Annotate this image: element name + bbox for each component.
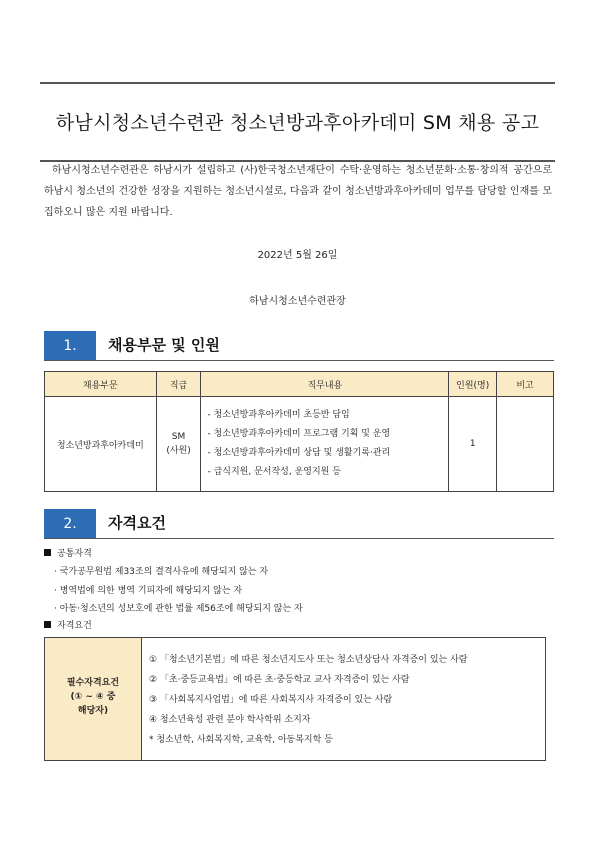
recruitment-table — [44, 371, 554, 492]
section-1-title: 채용부문 및 인원 — [108, 336, 220, 354]
header-note: 비고 — [497, 372, 554, 397]
duty-item: - 청소년방과후아카데미 초등반 담임 — [207, 410, 350, 420]
section-1-underline — [44, 360, 554, 361]
square-bullet-icon — [44, 621, 51, 628]
cell-rank — [156, 397, 201, 492]
list-item: ③ 「사회복지사업법」에 따른 사회복지사 자격증이 있는 사람 — [149, 695, 393, 705]
cell-duties — [201, 397, 449, 492]
requirements-box — [44, 637, 546, 761]
requirements-list — [149, 650, 467, 750]
intro-paragraph: 하남시청소년수련관은 하남시가 설립하고 (사)한국청소년재단이 수탁·운영하는 청소년문화·소통·창의적 공간으로 하남시 청소년의 건강한 성장을 지원하는 청소년시설로, 다음과 같이 청소년방과후아카데미 업무를 담당할 인재를 모집하오니 많은 지원 바랍니다. — [44, 165, 552, 218]
rank-line-2: (사원) — [166, 446, 191, 456]
issuer-name: 하남시청소년수련관장 — [249, 296, 346, 307]
common-qual-heading-text: 공통자격 — [57, 549, 92, 559]
common-qual-heading — [44, 546, 92, 559]
header-rank: 직급 — [156, 372, 201, 397]
table-header-row — [45, 372, 554, 397]
requirements-label-cell — [45, 638, 142, 760]
list-item: · 아동·청소년의 성보호에 관한 법률 제56조에 해당되지 않는 자 — [54, 604, 303, 614]
table-row — [45, 397, 554, 492]
header-count: 인원(명) — [449, 372, 497, 397]
list-item: · 병역법에 의한 병역 기피자에 해당되지 않는 자 — [54, 586, 243, 596]
rank-line-1: SM — [171, 432, 186, 442]
cell-note — [497, 397, 554, 492]
qual-heading — [44, 618, 92, 631]
square-bullet-icon — [44, 549, 51, 556]
list-item: ④ 청소년육성 관련 분야 학사학위 소지자 — [149, 715, 311, 725]
header-dept: 채용부문 — [45, 372, 157, 397]
title-box — [40, 82, 555, 162]
req-label-line-1: 필수자격요건 — [66, 678, 120, 688]
section-2-title: 자격요건 — [108, 514, 166, 532]
duty-item: - 청소년방과후아카데미 프로그램 기획 및 운영 — [207, 429, 391, 439]
list-item: * 청소년학, 사회복지학, 교육학, 아동복지학 등 — [149, 735, 333, 745]
document-title: 하남시청소년수련관 청소년방과후아카데미 SM 채용 공고 — [55, 112, 540, 134]
section-1-number: 1. — [44, 331, 96, 361]
list-item: · 국가공무원법 제33조의 결격사유에 해당되지 않는 자 — [54, 567, 269, 577]
announcement-date: 2022년 5월 26일 — [257, 250, 338, 261]
qual-heading-text: 자격요건 — [57, 621, 92, 631]
requirements-label — [45, 676, 141, 718]
section-2-header — [44, 509, 554, 539]
list-item: ① 「청소년기본법」에 따른 청소년지도사 또는 청소년상담사 자격증이 있는 사람 — [149, 655, 468, 665]
req-label-line-2: (① ~ ④ 중 — [70, 692, 116, 702]
duty-item: - 청소년방과후아카데미 상담 및 생활기록·관리 — [207, 448, 391, 458]
cell-dept: 청소년방과후아카데미 — [45, 397, 157, 492]
section-2-underline — [44, 538, 554, 539]
section-2-number: 2. — [44, 509, 96, 539]
section-1-header — [44, 331, 554, 361]
header-duties: 직무내용 — [201, 372, 449, 397]
req-label-line-3: 해당자) — [77, 706, 109, 716]
cell-count: 1 — [449, 397, 497, 492]
list-item: ② 「초·중등교육법」에 따른 초·중등학교 교사 자격증이 있는 사람 — [149, 675, 410, 685]
duty-item: - 급식지원, 문서작성, 운영지원 등 — [207, 467, 341, 477]
